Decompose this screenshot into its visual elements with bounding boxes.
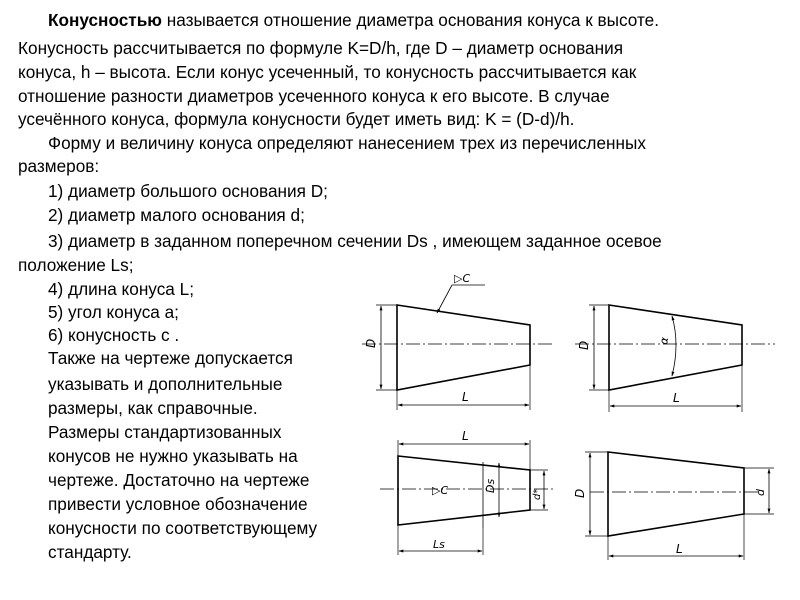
label-L-1: L bbox=[462, 390, 469, 404]
list-item-4: 4) длина конуса L; bbox=[48, 279, 194, 299]
label-L-4: L bbox=[676, 542, 683, 556]
cone-figure-3 bbox=[380, 440, 555, 555]
para2-line1: Форму и величину конуса определяют нанесением трех из перечисленных bbox=[48, 133, 646, 153]
para3-line9: стандарту. bbox=[48, 542, 132, 562]
cone-outline-3 bbox=[398, 456, 530, 525]
para2-line2: размеров: bbox=[18, 156, 100, 176]
para1-line5: усечённого конуса, формула конусности будет иметь вид: K = (D-d)/h. bbox=[18, 109, 575, 129]
para3-line8: конусности по соответствующему bbox=[48, 518, 318, 538]
taper-mark-1: ▷C bbox=[454, 272, 471, 285]
label-Ls-3: Ls bbox=[433, 538, 445, 551]
list-item-5: 5) угол конуса a; bbox=[48, 302, 179, 322]
label-L-2: L bbox=[673, 391, 680, 405]
cone-outline-4 bbox=[608, 452, 744, 536]
para3-line4: Размеры стандартизованных bbox=[48, 422, 282, 442]
para1-line2: Конусность рассчитывается по формуле K=D/h, где D – диаметр основания bbox=[18, 38, 624, 58]
cone-outline-1 bbox=[397, 305, 530, 390]
taper-mark-3: ▷C bbox=[432, 484, 449, 497]
list-item-3b: положение Ls; bbox=[18, 255, 134, 275]
label-L-3: L bbox=[462, 429, 469, 443]
para1-line1: Конусностью называется отношение диаметра основания конуса к высоте. bbox=[48, 10, 660, 30]
para3-line5: конусов не нужно указывать на bbox=[48, 446, 298, 466]
label-Ds-3: Ds bbox=[484, 478, 497, 493]
para3-line6: чертеже. Достаточно на чертеже bbox=[48, 470, 310, 490]
cone-figure-1 bbox=[362, 285, 552, 410]
para3-line3: размеры, как справочные. bbox=[48, 398, 258, 418]
para3-line1: Также на чертеже допускается bbox=[48, 348, 293, 368]
label-dstar-3: d* bbox=[532, 488, 543, 500]
para1-line4: отношение разности диаметров усеченного конуса к его высоте. В случае bbox=[18, 86, 610, 106]
label-alpha-2: α bbox=[657, 336, 672, 346]
label-D-4: D bbox=[573, 488, 587, 498]
para3-line2: указывать и дополнительные bbox=[48, 374, 283, 394]
list-item-3a: 3) диаметр в заданном поперечном сечении Ds , имеющем заданное осевое bbox=[48, 231, 662, 251]
list-item-6: 6) конусность с . bbox=[48, 325, 180, 345]
para1-line3: конуса, h – высота. Если конус усеченный, то конусность рассчитывается как bbox=[18, 62, 637, 82]
label-D-1: D bbox=[364, 338, 378, 348]
label-D-2: D bbox=[577, 340, 591, 350]
label-d-4: d bbox=[754, 489, 767, 496]
cone-outline-2 bbox=[609, 305, 742, 390]
list-item-1: 1) диаметр большого основания D; bbox=[48, 181, 328, 201]
list-item-2: 2) диаметр малого основания d; bbox=[48, 205, 305, 225]
para3-line7: привести условное обозначение bbox=[48, 494, 308, 514]
term-konusnost: Конусностью bbox=[48, 10, 162, 30]
